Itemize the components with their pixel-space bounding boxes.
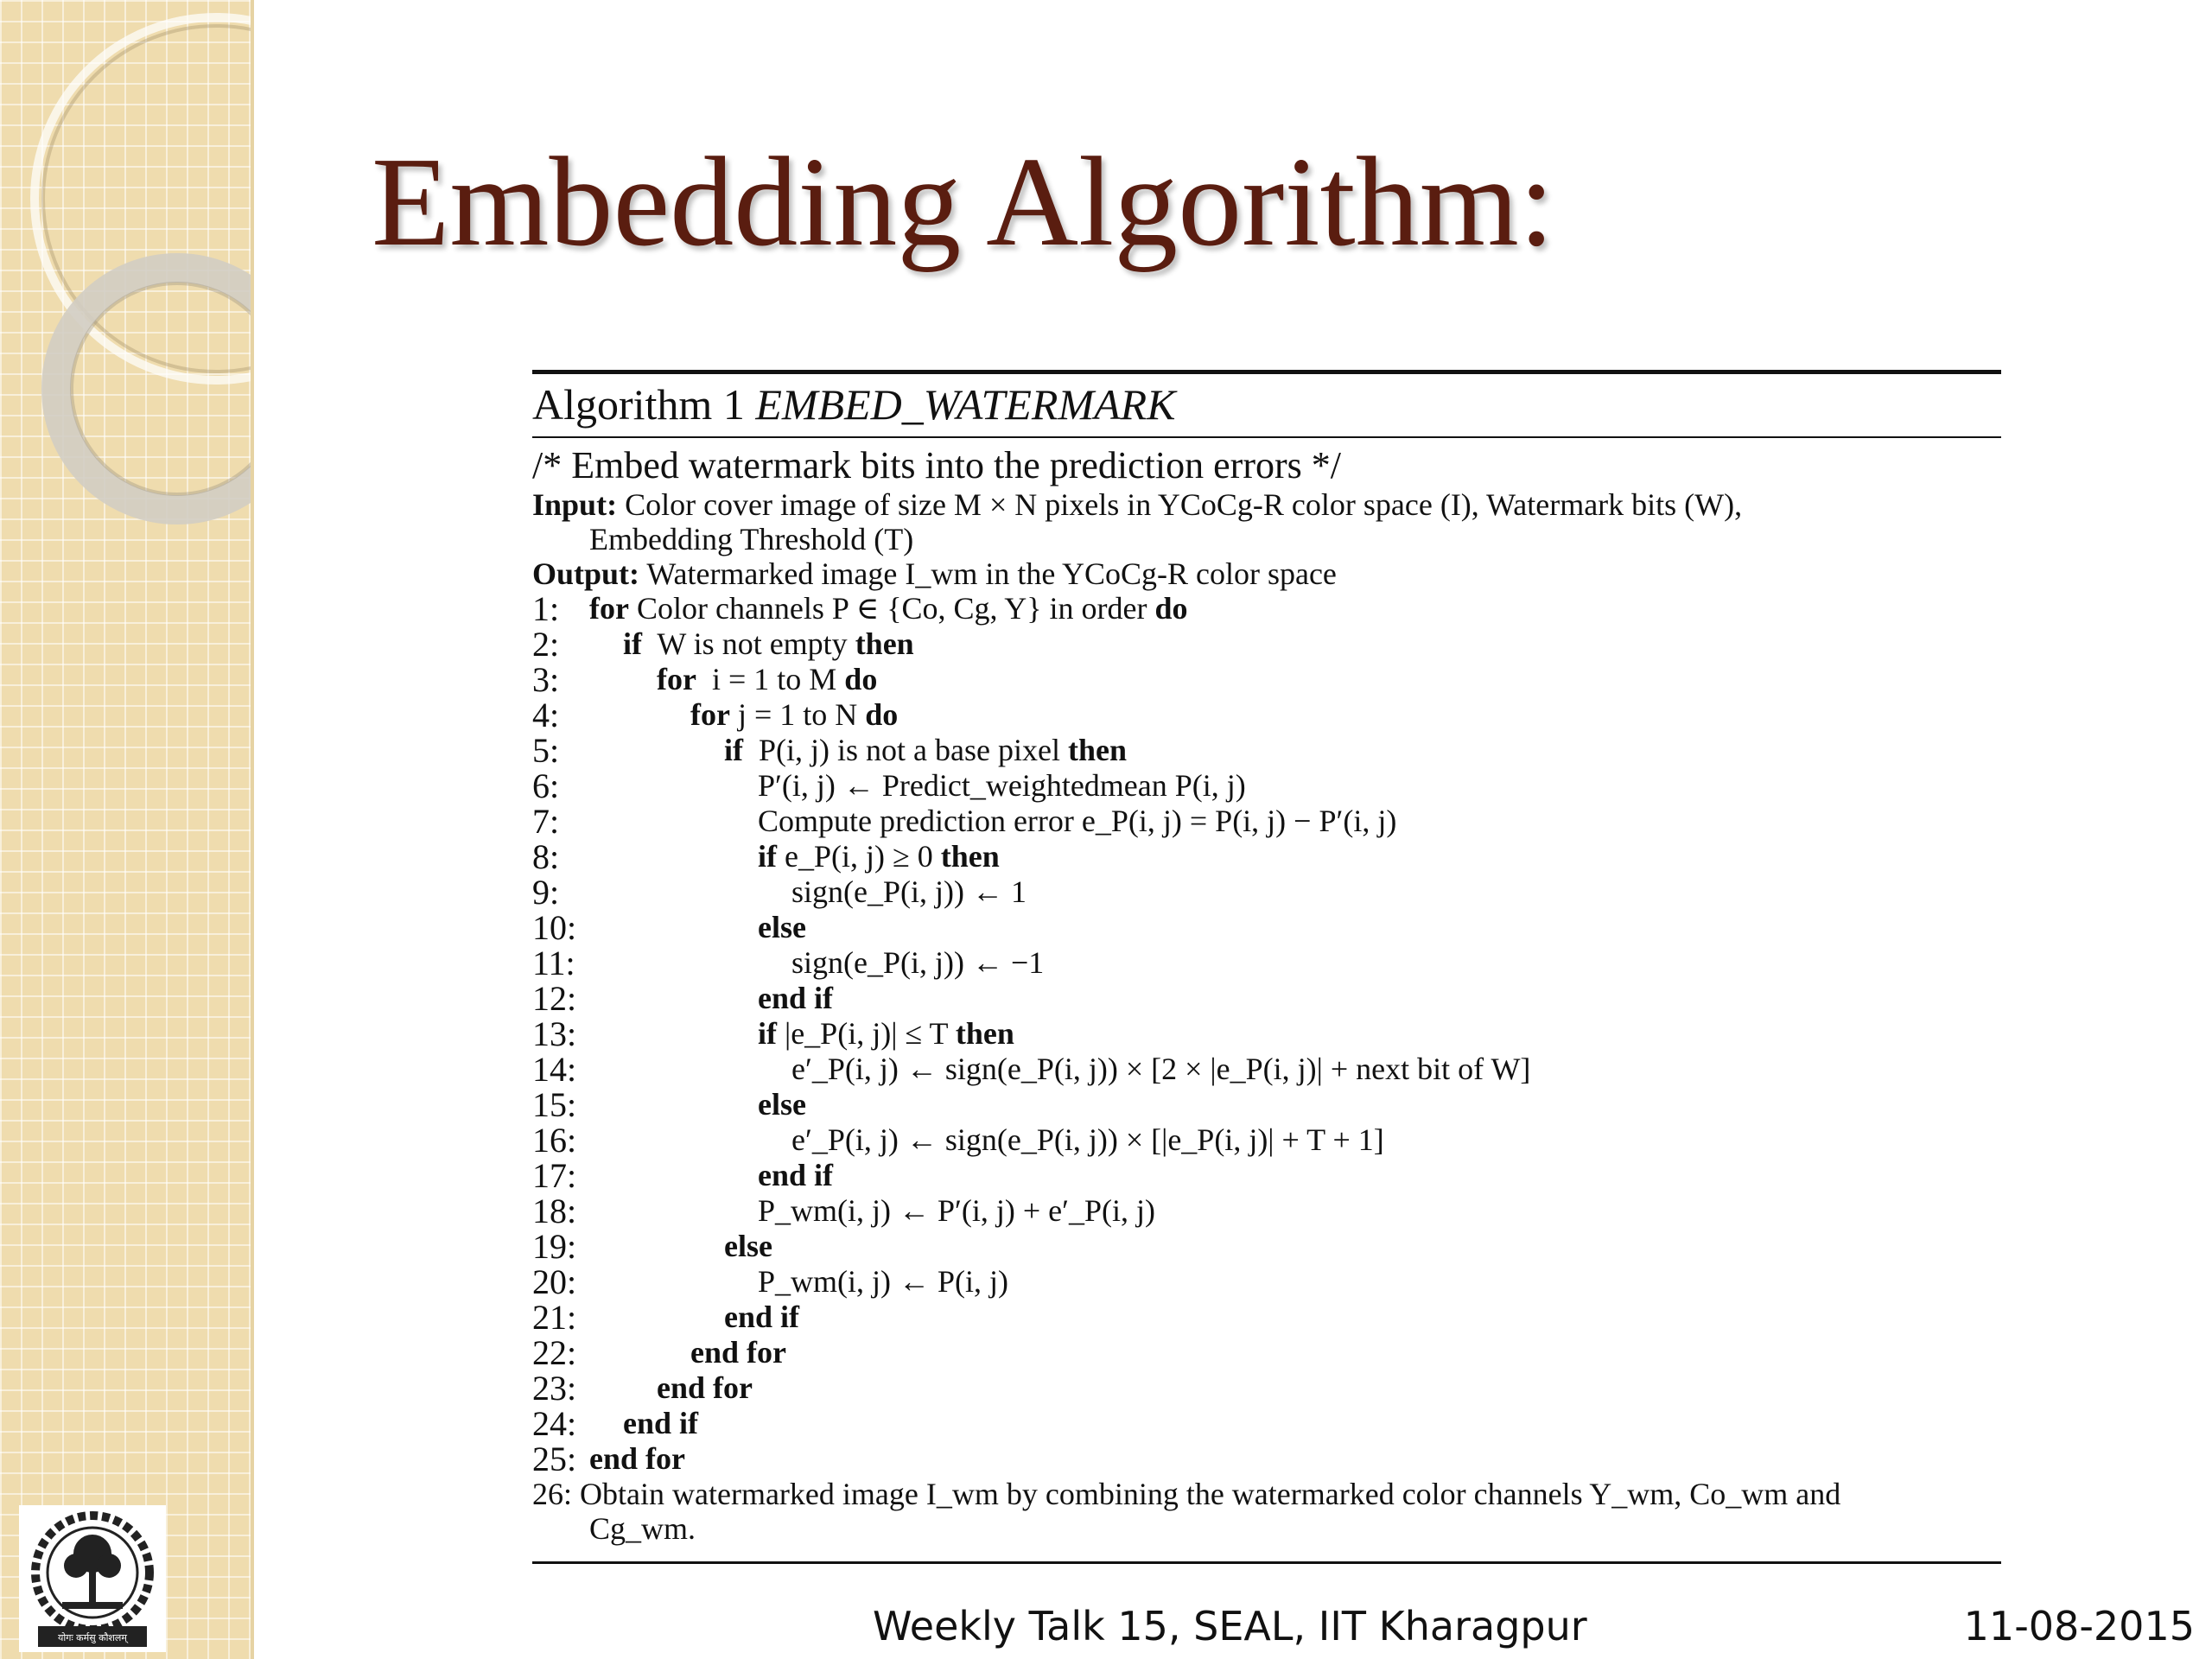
input-spec	[532, 487, 2001, 522]
footer-text: Weekly Talk 15, SEAL, IIT Kharagpur	[873, 1603, 1587, 1649]
input-label: Input:	[532, 487, 618, 522]
keyword: end if	[623, 1406, 699, 1440]
algorithm-line	[532, 626, 2001, 662]
algorithm-line	[532, 945, 2001, 981]
line-code	[758, 1016, 1014, 1052]
line-number: 4:	[532, 696, 560, 734]
statement: P_wm(i, j) ← P′(i, j) + e′_P(i, j)	[758, 1193, 1156, 1228]
line-number: 22:	[532, 1333, 577, 1372]
statement: e′_P(i, j) ← sign(e_P(i, j)) × [2 × |e_P(i, j)| + next bit of W]	[791, 1052, 1531, 1086]
keyword: else	[724, 1229, 772, 1263]
algorithm-line	[532, 591, 2001, 626]
line-code	[791, 1052, 1530, 1087]
emblem-motto: योगः कर्मसु कौशलम्	[58, 1632, 127, 1643]
line-code	[623, 1406, 698, 1441]
output-text: Watermarked image I_wm in the YCoCg-R color space	[646, 556, 1337, 591]
line-number: 21:	[532, 1298, 577, 1337]
algorithm-line	[532, 662, 2001, 697]
line-number: 6:	[532, 766, 560, 805]
statement: Color channels P ∈ {Co, Cg, Y} in order	[628, 591, 1155, 626]
keyword: then	[940, 839, 1000, 874]
line-number: 17:	[532, 1156, 577, 1195]
statement: e_P(i, j) ≥ 0	[777, 839, 941, 874]
algorithm-line	[532, 839, 2001, 874]
keyword: end if	[758, 1158, 834, 1192]
algorithm-line	[532, 1264, 2001, 1300]
keyword: for	[690, 697, 730, 732]
algorithm-comment: /* Embed watermark bits into the prediction errors */	[532, 444, 1341, 486]
algorithm-line	[532, 804, 2001, 839]
algorithm-box	[532, 370, 2001, 1564]
line-code	[791, 1122, 1384, 1158]
algorithm-line	[532, 981, 2001, 1016]
line-code	[758, 981, 833, 1016]
keyword: do	[865, 697, 899, 732]
algorithm-name: EMBED_WATERMARK	[755, 380, 1176, 429]
line-number: 25:	[532, 1440, 577, 1478]
footer-date: 11-08-2015	[1963, 1603, 2195, 1649]
line-number: 14:	[532, 1050, 577, 1089]
line-code	[758, 910, 806, 945]
statement: sign(e_P(i, j)) ← −1	[791, 945, 1045, 980]
bottom-rule	[532, 1561, 2001, 1564]
algorithm-line	[532, 1016, 2001, 1052]
input-text: Color cover image of size M × N pixels in YCoCg-R color space (I), Watermark bits (W),	[625, 487, 1743, 522]
output-label: Output:	[532, 556, 640, 591]
line-number: 12:	[532, 979, 577, 1018]
algorithm-line	[532, 910, 2001, 945]
line-code	[657, 662, 877, 697]
line-number: 9:	[532, 873, 560, 912]
line-code	[758, 804, 1396, 839]
line-code	[724, 1229, 772, 1264]
output-spec	[532, 556, 2001, 591]
line-code	[657, 1370, 753, 1406]
algorithm-line	[532, 1052, 2001, 1087]
statement: W is not empty	[642, 626, 855, 661]
line-text-cont: Cg_wm.	[589, 1511, 696, 1546]
keyword: if	[623, 626, 642, 661]
statement: i = 1 to M	[696, 662, 845, 696]
line-text: Obtain watermarked image I_wm by combining the watermarked color channels Y_wm, Co_wm and	[580, 1477, 1841, 1511]
line-code	[758, 768, 1246, 804]
line-code	[791, 874, 1027, 910]
keyword: end for	[589, 1441, 685, 1476]
statement: P_wm(i, j) ← P(i, j)	[758, 1264, 1009, 1299]
line-number: 20:	[532, 1262, 577, 1301]
keyword: do	[1154, 591, 1188, 626]
keyword: if	[724, 733, 743, 767]
line-code	[589, 1441, 685, 1477]
statement: P(i, j) is not a base pixel	[743, 733, 1068, 767]
slide-title: Embedding Algorithm:	[372, 131, 1554, 273]
line-code	[724, 733, 1127, 768]
line-number: 2:	[532, 625, 560, 664]
keyword: then	[955, 1016, 1014, 1051]
algorithm-line	[532, 874, 2001, 910]
algorithm-header	[532, 374, 2001, 436]
keyword: end for	[657, 1370, 753, 1405]
statement: e′_P(i, j) ← sign(e_P(i, j)) × [|e_P(i, j)| + T + 1]	[791, 1122, 1384, 1157]
keyword: for	[589, 591, 629, 626]
line-number: 8:	[532, 837, 560, 876]
algorithm-line	[532, 1087, 2001, 1122]
algorithm-line	[532, 1300, 2001, 1335]
statement: P′(i, j) ← Predict_weightedmean P(i, j)	[758, 768, 1246, 803]
algorithm-line	[532, 697, 2001, 733]
algorithm-line	[532, 733, 2001, 768]
algorithm-line	[532, 768, 2001, 804]
keyword: if	[758, 839, 777, 874]
line-code	[690, 1335, 786, 1370]
line-number: 1:	[532, 589, 560, 628]
statement: j = 1 to N	[729, 697, 866, 732]
line-number: 15:	[532, 1085, 577, 1124]
statement: Compute prediction error e_P(i, j) = P(i, j) − P′(i, j)	[758, 804, 1397, 838]
algorithm-label: Algorithm 1	[532, 380, 745, 429]
line-number: 23:	[532, 1369, 577, 1408]
keyword: then	[1067, 733, 1127, 767]
algorithm-line	[532, 1193, 2001, 1229]
statement: |e_P(i, j)| ≤ T	[777, 1016, 956, 1051]
line-code	[589, 591, 1187, 626]
algorithm-line	[532, 1335, 2001, 1370]
line-number: 19:	[532, 1227, 577, 1266]
line-code	[690, 697, 898, 733]
keyword: end if	[724, 1300, 800, 1334]
line-code	[758, 1264, 1008, 1300]
algorithm-line	[532, 1406, 2001, 1441]
line-number: 5:	[532, 731, 560, 770]
line-number: 18:	[532, 1192, 577, 1230]
line-number: 10:	[532, 908, 577, 947]
input-text-cont: Embedding Threshold (T)	[589, 522, 914, 556]
line-code	[758, 839, 1000, 874]
statement: sign(e_P(i, j)) ← 1	[791, 874, 1027, 909]
keyword: end if	[758, 981, 834, 1015]
line-code	[758, 1158, 833, 1193]
algorithm-line	[532, 1370, 2001, 1406]
line-number: 13:	[532, 1014, 577, 1053]
algorithm-line	[532, 1122, 2001, 1158]
keyword: end for	[690, 1335, 786, 1370]
line-number: 24:	[532, 1404, 577, 1443]
keyword: else	[758, 910, 806, 944]
iit-kharagpur-emblem-icon	[19, 1505, 166, 1652]
line-code	[758, 1193, 1155, 1229]
line-number: 3:	[532, 660, 560, 699]
keyword: do	[844, 662, 878, 696]
algorithm-line	[532, 1229, 2001, 1264]
line-number: 16:	[532, 1121, 577, 1160]
line-number: 11:	[532, 944, 575, 982]
line-code	[724, 1300, 799, 1335]
algorithm-line	[532, 1158, 2001, 1193]
algorithm-line	[532, 1441, 2001, 1477]
keyword: for	[657, 662, 696, 696]
keyword: if	[758, 1016, 777, 1051]
line-code	[791, 945, 1044, 981]
line-code	[623, 626, 914, 662]
decorative-rings	[0, 0, 251, 553]
keyword: else	[758, 1087, 806, 1122]
decorative-sidebar	[0, 0, 254, 1659]
algorithm-line-26	[532, 1477, 2001, 1561]
line-code	[758, 1087, 806, 1122]
algorithm-lines	[532, 591, 2001, 1477]
keyword: then	[855, 626, 914, 661]
line-number: 7:	[532, 802, 560, 841]
line-number: 26:	[532, 1477, 573, 1511]
